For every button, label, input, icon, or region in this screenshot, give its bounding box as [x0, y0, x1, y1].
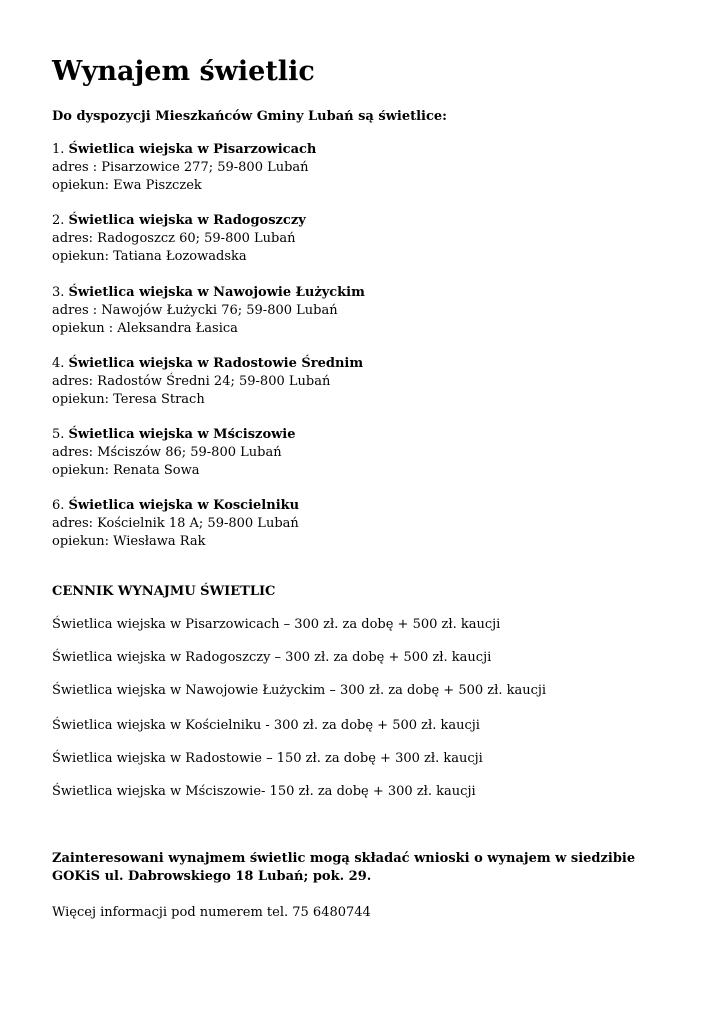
hall-number: 6.: [52, 498, 65, 513]
hall-caretaker: opiekun: Tatiana Łozowadska: [52, 249, 247, 264]
hall-caretaker: opiekun: Wiesława Rak: [52, 534, 206, 549]
hall-caretaker: opiekun: Ewa Piszczek: [52, 178, 202, 193]
hall-entry-5: [52, 426, 296, 480]
hall-name: Świetlica wiejska w Radostowie Średnim: [68, 356, 364, 371]
hall-entry-4: [52, 355, 363, 409]
hall-entry-1: [52, 141, 316, 195]
hall-entry-2: [52, 212, 306, 266]
page-title: Wynajem świetlic: [52, 56, 315, 87]
hall-caretaker: opiekun : Aleksandra Łasica: [52, 321, 238, 336]
hall-name: Świetlica wiejska w Koscielniku: [68, 498, 300, 513]
hall-name: Świetlica wiejska w Radogoszczy: [68, 213, 306, 228]
hall-name: Świetlica wiejska w Mściszowie: [68, 427, 296, 442]
pricing-heading: CENNIK WYNAJMU ŚWIETLIC: [52, 584, 276, 599]
contact-info: Więcej informacji pod numerem tel. 75 6480744: [52, 905, 371, 920]
hall-address: adres: Mściszów 86; 59-800 Lubań: [52, 445, 282, 460]
hall-name: Świetlica wiejska w Pisarzowicach: [68, 142, 317, 157]
price-row: Świetlica wiejska w Nawojowie Łużyckim – 300 zł. za dobę + 500 zł. kaucji: [52, 683, 547, 698]
price-row: Świetlica wiejska w Radostowie – 150 zł. za dobę + 300 zł. kaucji: [52, 751, 483, 766]
hall-number: 4.: [52, 356, 65, 371]
hall-address: adres: Radostów Średni 24; 59-800 Lubań: [52, 374, 331, 389]
hall-name: Świetlica wiejska w Nawojowie Łużyckim: [68, 285, 365, 300]
hall-number: 3.: [52, 285, 65, 300]
hall-entry-3: [52, 284, 365, 338]
hall-caretaker: opiekun: Renata Sowa: [52, 463, 200, 478]
hall-entry-6: [52, 497, 299, 551]
hall-address: adres : Nawojów Łużycki 76; 59-800 Lubań: [52, 303, 338, 318]
hall-address: adres: Kościelnik 18 A; 59-800 Lubań: [52, 516, 299, 531]
hall-address: adres: Radogoszcz 60; 59-800 Lubań: [52, 231, 296, 246]
hall-number: 5.: [52, 427, 65, 442]
hall-address: adres : Pisarzowice 277; 59-800 Lubań: [52, 160, 309, 175]
price-row: Świetlica wiejska w Pisarzowicach – 300 zł. za dobę + 500 zł. kaucji: [52, 617, 501, 632]
hall-caretaker: opiekun: Teresa Strach: [52, 392, 205, 407]
price-row: Świetlica wiejska w Mściszowie- 150 zł. za dobę + 300 zł. kaucji: [52, 784, 476, 799]
application-notice: Zainteresowani wynajmem świetlic mogą składać wnioski o wynajem w siedzibie GOKiS ul. Dabrowskiego 18 Lubań; pok. 29.: [52, 851, 636, 884]
price-row: Świetlica wiejska w Radogoszczy – 300 zł. za dobę + 500 zł. kaucji: [52, 650, 492, 665]
hall-number: 1.: [52, 142, 65, 157]
intro-text: Do dyspozycji Mieszkańców Gminy Lubań są świetlice:: [52, 109, 447, 124]
hall-number: 2.: [52, 213, 65, 228]
price-row: Świetlica wiejska w Kościelniku - 300 zł. za dobę + 500 zł. kaucji: [52, 718, 480, 733]
